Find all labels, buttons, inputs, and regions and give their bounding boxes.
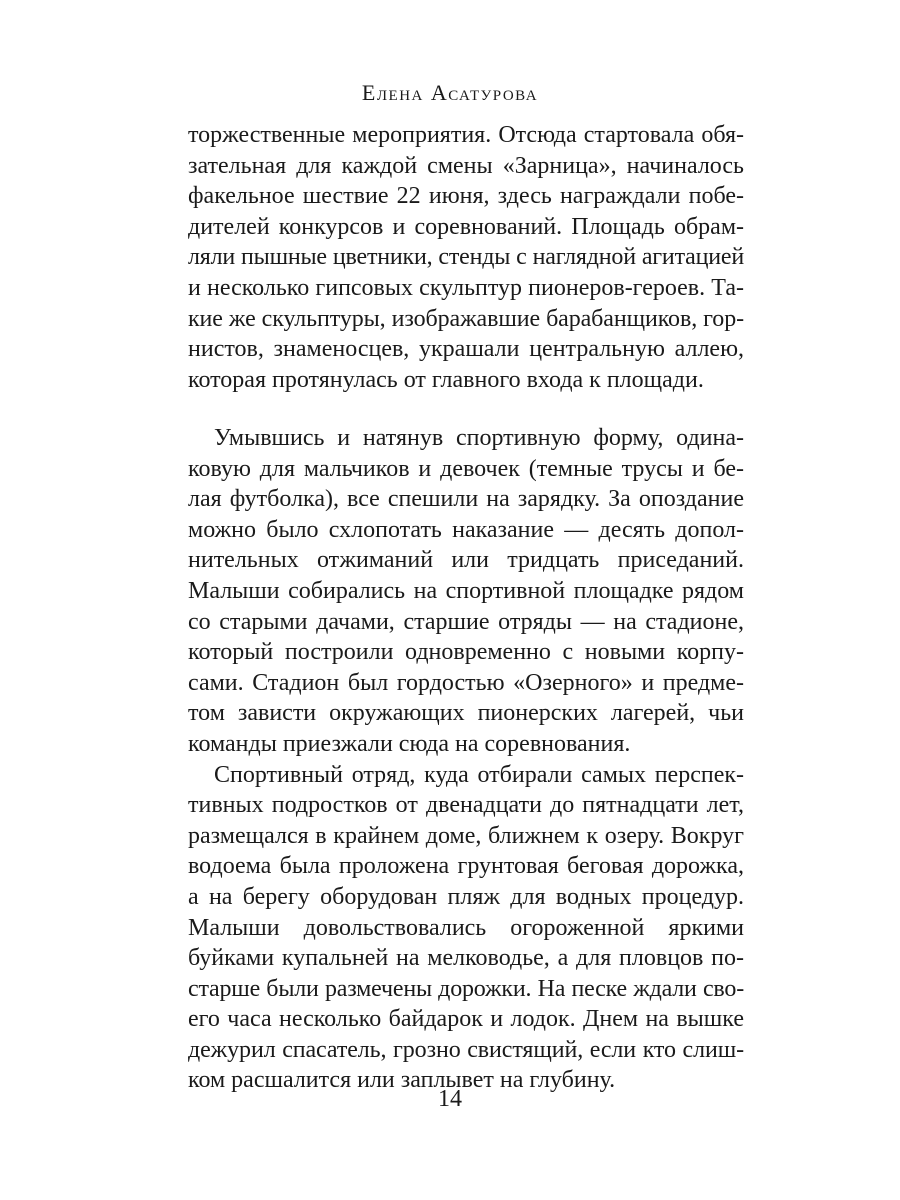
text-line: и несколько гипсовых скульптур пионеров-героев. Та-	[188, 274, 744, 301]
text-line: ковую для мальчиков и девочек (темные трусы и бе-	[188, 455, 744, 482]
text-line: кие же скульптуры, изображавшие барабанщиков, гор-	[188, 305, 744, 332]
text-line: дежурил спасатель, грозно свистящий, если кто слиш-	[188, 1036, 744, 1063]
text-line: его часа несколько байдарок и лодок. Днем на вышке	[188, 1006, 744, 1033]
text-line: можно было схлопотать наказание — десять допол-	[188, 516, 744, 543]
text-line: размещался в крайнем доме, ближнем к озеру. Вокруг	[188, 822, 744, 849]
text-line: нистов, знаменосцев, украшали центральную аллею,	[188, 336, 744, 363]
text-line: Спортивный отряд, куда отбирали самых перспек-	[214, 761, 744, 788]
text-block-main	[188, 423, 744, 1096]
paragraph	[188, 423, 744, 760]
page-number: 14	[438, 1086, 462, 1112]
text-line: который построили одновременно с новыми корпу-	[188, 639, 744, 666]
text-line: а на берегу оборудован пляж для водных процедур.	[188, 883, 744, 910]
text-line: Малыши собирались на спортивной площадке рядом	[188, 577, 744, 604]
text-line: нительных отжиманий или тридцать приседаний.	[188, 547, 744, 574]
text-line: тивных подростков от двенадцати до пятнадцати лет,	[188, 792, 744, 819]
text-line: Малыши довольствовались огороженной яркими	[188, 914, 744, 941]
text-line: лая футболка), все спешили на зарядку. За опоздание	[188, 486, 744, 513]
text-line: факельное шествие 22 июня, здесь награждали побе-	[188, 183, 744, 210]
text-line: ком расшалится или заплывет на глубину.	[188, 1067, 616, 1094]
text-line: торжественные мероприятия. Отсюда стартовала обя-	[188, 122, 744, 148]
text-line: водоема была проложена грунтовая беговая дорожка,	[188, 853, 744, 880]
text-block-top	[188, 120, 744, 395]
text-line: буйками купальней на мелководье, а для пловцов по-	[188, 945, 744, 972]
text-line: том зависти окружающих пионерских лагерей, чьи	[188, 700, 744, 727]
running-head: Елена Асатурова	[361, 80, 539, 105]
text-line: старше были размечены дорожки. На песке ждали сво-	[188, 975, 744, 1002]
text-line: Умывшись и натянув спортивную форму, одина-	[214, 425, 744, 451]
text-line: со старыми дачами, старшие отряды — на стадионе,	[188, 608, 744, 635]
text-line: ляли пышные цветники, стенды с наглядной агитацией	[188, 244, 744, 271]
paragraph	[188, 760, 744, 1097]
text-line: команды приезжали сюда на соревнования.	[188, 730, 631, 757]
text-line: сами. Стадион был гордостью «Озерного» и предме-	[188, 669, 744, 696]
text-line: которая протянулась от главного входа к площади.	[188, 366, 704, 393]
text-line: дителей конкурсов и соревнований. Площадь обрам-	[188, 213, 744, 240]
text-line: зательная для каждой смены «Зарница», начиналось	[188, 152, 744, 179]
paragraph	[188, 120, 744, 395]
